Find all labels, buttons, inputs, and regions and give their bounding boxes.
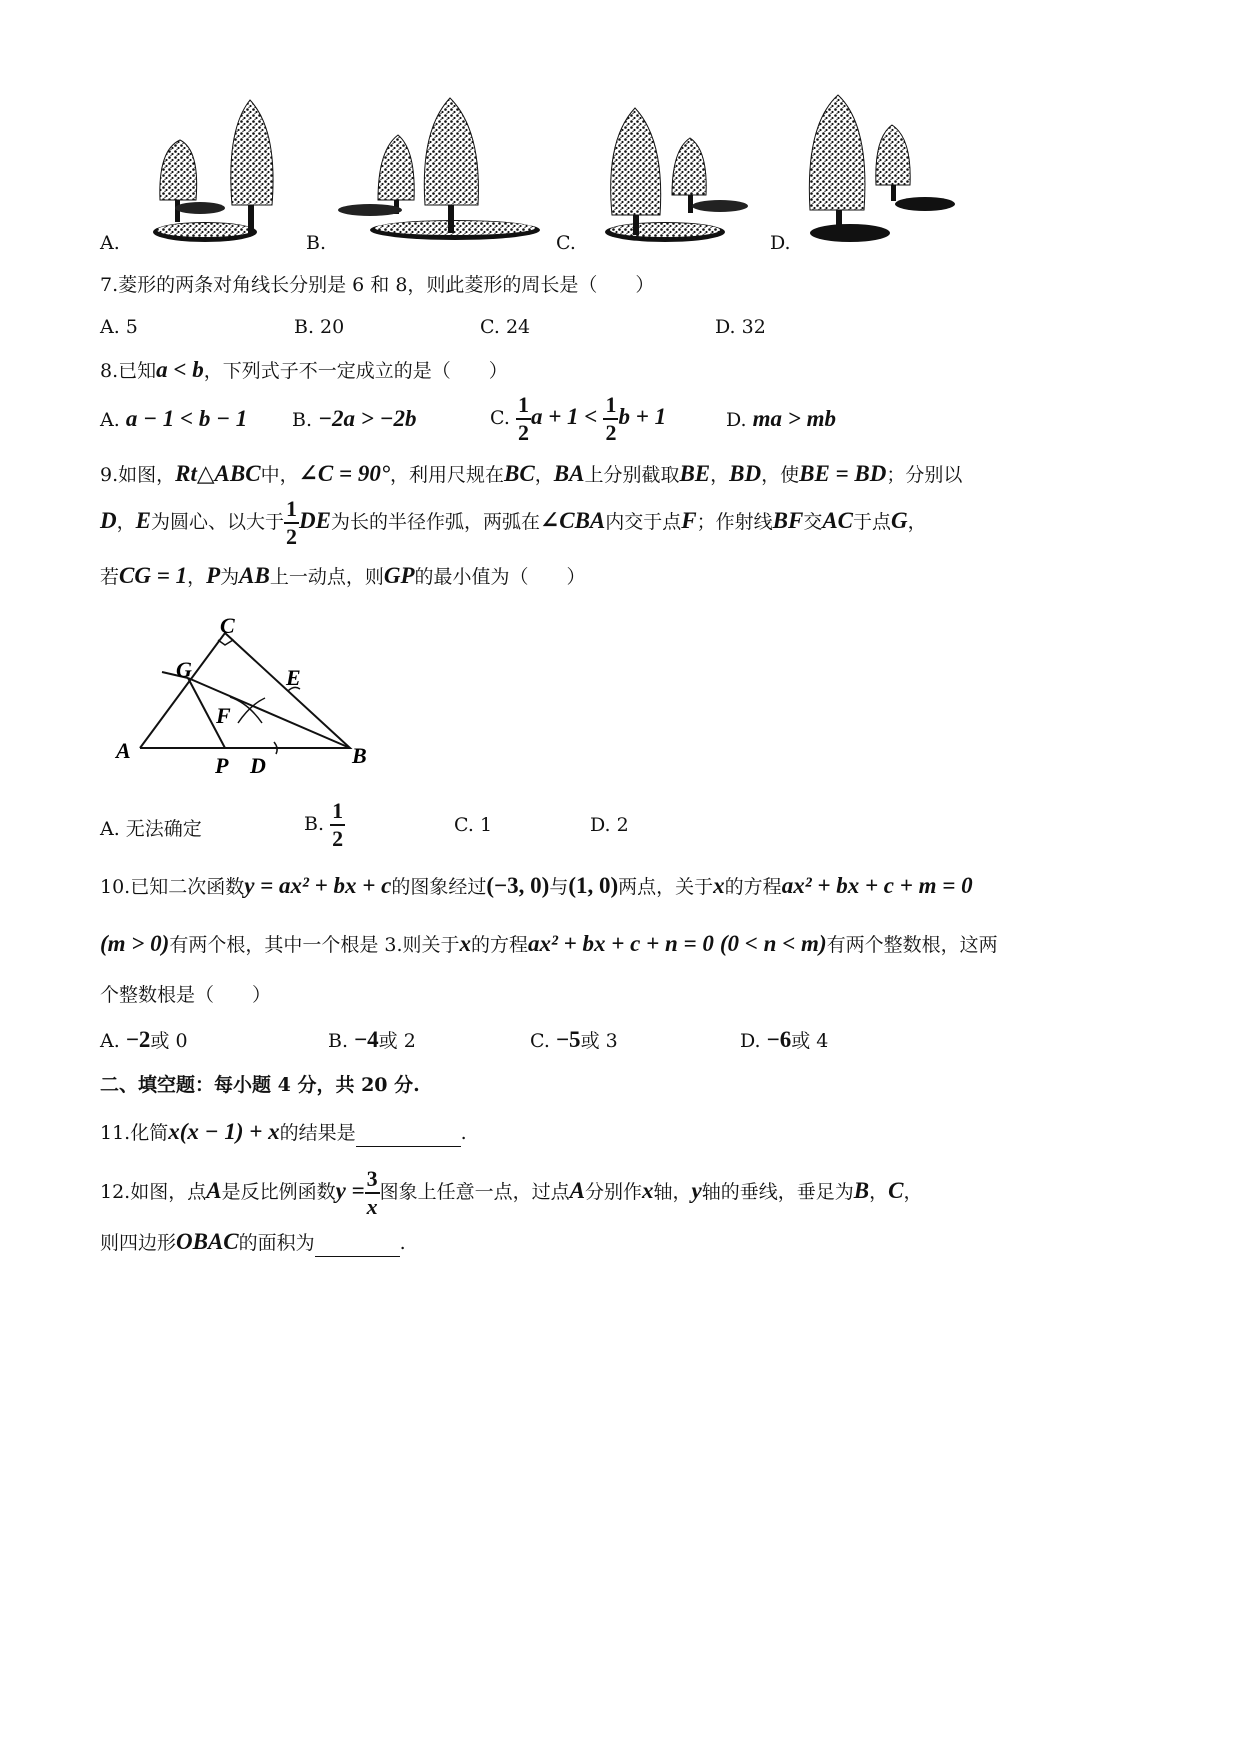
q9-l2-a: ， (116, 511, 136, 533)
tree-option-c[interactable] (605, 108, 748, 242)
q12-l2-b: 的面积为 (238, 1232, 315, 1254)
q10-l1-m4: x (713, 873, 725, 898)
q8-c-num2: 1 (603, 394, 618, 420)
q11-math: x(x − 1) + x (168, 1119, 280, 1144)
q9-l3-m2: P (206, 563, 221, 588)
q10-b-label: B. (328, 1030, 349, 1052)
q9-b-num: 1 (330, 800, 345, 826)
q6-option-a-label[interactable]: A. (100, 232, 120, 254)
q9-line1 (100, 460, 962, 487)
q8-c-num1: 1 (516, 394, 531, 420)
q10-l1-m5: ax² + bx + c + m = 0 (781, 873, 973, 898)
q11-end: . (460, 1122, 467, 1144)
q8-c-den2: 2 (605, 420, 617, 445)
label-g: G (176, 657, 192, 682)
q9-l2-m8: G (891, 508, 908, 533)
q10-line3: 个整数根是（ ） (100, 984, 272, 1006)
q8-option-d[interactable] (726, 406, 836, 432)
q9-triangle-figure (100, 605, 400, 780)
q9-l2-den: 2 (286, 524, 297, 549)
q9-l1-m5: BE (679, 461, 711, 486)
q10-l2-b: 的方程 (471, 934, 529, 956)
label-d: D (250, 753, 266, 778)
q10-l2-m1: (m > 0) (100, 931, 170, 956)
q12-den: x (366, 1194, 378, 1219)
q9-l3-e: 的最小值为（ ） (414, 566, 586, 588)
q9-l1-a: 9.如图， (100, 464, 176, 486)
q9-l2-m6: BF (772, 508, 804, 533)
q8-d-label: D. (726, 409, 747, 431)
q8-math: a < b (156, 357, 204, 382)
q9-option-a[interactable]: A. 无法确定 (100, 818, 202, 840)
q12-line2 (100, 1228, 406, 1257)
q7-option-a[interactable]: A. 5 (100, 316, 138, 338)
q10-b-val: −4 (354, 1027, 379, 1052)
q9-l1-b: 中， (260, 464, 299, 486)
q11-answer-blank[interactable] (356, 1124, 461, 1147)
q12-l1-m3: A (569, 1178, 586, 1203)
q12-l1-m5: y (691, 1178, 702, 1203)
q9-l2-h: ， (907, 511, 927, 533)
q10-option-c[interactable] (530, 1026, 618, 1053)
q8-option-b[interactable] (292, 406, 417, 432)
q9-l2-num: 1 (284, 498, 299, 524)
q10-option-a[interactable] (100, 1026, 188, 1053)
q12-l1-e: 轴， (653, 1181, 692, 1203)
q12-l1-m6: B (853, 1178, 870, 1203)
q8-suffix: ，下列式子不一定成立的是（ ） (203, 360, 508, 382)
label-e: E (286, 665, 301, 690)
q10-l2-m4: (0 < n < m) (719, 931, 827, 956)
q8-option-c[interactable] (490, 394, 666, 444)
q9-l2-m7: AC (822, 508, 854, 533)
q9-l2-m4: ∠CBA (539, 508, 606, 533)
q10-c-label: C. (530, 1030, 550, 1052)
q9-l2-f: 交 (803, 511, 823, 533)
q12-l1-m7: C (888, 1178, 904, 1203)
q9-l2-g: 于点 (853, 511, 892, 533)
q9-l2-m1: D (100, 508, 117, 533)
q9-l2-m2: E (135, 508, 151, 533)
q12-l1-h: ， (903, 1181, 923, 1203)
q10-d-label: D. (740, 1030, 761, 1052)
q10-option-d[interactable] (740, 1026, 828, 1053)
q9-option-c[interactable]: C. 1 (454, 814, 493, 836)
q9-b-frac (330, 800, 345, 850)
q10-l2-m3: ax² + bx + c + n = 0 (528, 931, 714, 956)
q12-end: . (399, 1232, 406, 1254)
q12-l1-a: 12.如图，点 (100, 1181, 207, 1203)
tree-option-b[interactable] (338, 98, 540, 240)
q12-l1-m2: y = (335, 1178, 365, 1203)
q10-l1-c: 与 (549, 876, 569, 898)
q12-l1-c: 图象上任意一点，过点 (379, 1181, 570, 1203)
q12-l1-f: 轴的垂线，垂足为 (701, 1181, 854, 1203)
q7-option-c[interactable]: C. 24 (480, 316, 531, 338)
q10-l1-a: 10.已知二次函数 (100, 876, 245, 898)
q8-c-frac1 (516, 394, 531, 444)
q8-d-math: ma > mb (752, 406, 837, 431)
section-heading-fill-in: 二、填空题：每小题 4 分，共 20 分. (100, 1074, 420, 1096)
q10-d-val: −6 (766, 1027, 792, 1052)
q10-a-rest: 或 0 (150, 1030, 188, 1052)
q12-l1-d: 分别作 (585, 1181, 643, 1203)
q8-c-label: C. (490, 407, 510, 429)
q10-c-rest: 或 3 (580, 1030, 618, 1052)
q9-l1-d: ， (534, 464, 554, 486)
q12-line1 (100, 1168, 923, 1218)
q10-d-rest: 或 4 (791, 1030, 829, 1052)
q9-l2-frac (284, 498, 299, 548)
q9-l2-m5: F (681, 508, 697, 533)
label-b: B (352, 743, 367, 768)
q6-option-d-label[interactable]: D. (770, 232, 791, 254)
q10-l1-b: 的图象经过 (391, 876, 487, 898)
q12-l1-m1: A (206, 1178, 222, 1203)
q9-line3 (100, 562, 586, 589)
q9-l3-a: 若 (100, 566, 120, 588)
q8-c-den1: 2 (517, 420, 529, 445)
q9-b-label: B. (304, 813, 325, 835)
q10-b-rest: 或 2 (378, 1030, 416, 1052)
q9-l1-m2: ∠C = 90° (298, 461, 391, 486)
q10-l1-m1: y = ax² + bx + c (244, 873, 392, 898)
q10-c-val: −5 (555, 1027, 581, 1052)
q8-b-label: B. (292, 409, 313, 431)
q9-l3-m1: CG = 1 (119, 563, 188, 588)
q11 (100, 1118, 467, 1147)
q9-l1-m7: BE = BD (799, 461, 887, 486)
q9-line2 (100, 498, 927, 548)
q12-l1-b: 是反比例函数 (221, 1181, 336, 1203)
label-c: C (220, 613, 235, 638)
q12-num: 3 (365, 1168, 380, 1194)
tree-figures (0, 0, 1241, 260)
q12-l2-m1: OBAC (176, 1229, 239, 1254)
q12-frac (365, 1168, 380, 1218)
q9-l1-e: 上分别截取 (584, 464, 680, 486)
tree-option-a[interactable] (153, 100, 273, 242)
q10-l2-m2: x (459, 931, 471, 956)
q12-l1-g: ， (869, 1181, 889, 1203)
q6-option-b-label[interactable]: B. (306, 232, 327, 254)
q10-l2-a: 有两个根，其中一个根是 3.则关于 (169, 934, 460, 956)
label-p: P (215, 753, 229, 778)
q9-l1-h: ；分别以 (886, 464, 963, 486)
q10-l1-e: 的方程 (724, 876, 782, 898)
q9-l1-m4: BA (553, 461, 585, 486)
q11-prefix: 11.化简 (100, 1122, 169, 1144)
q9-l1-c: ，利用尺规在 (390, 464, 505, 486)
q9-l2-c: 为长的半径作弧，两弧在 (330, 511, 540, 533)
q8-c-mid: a + 1 < (530, 404, 598, 429)
q10-l2-c: 有两个整数根，这两 (826, 934, 998, 956)
q9-l3-m4: GP (383, 563, 415, 588)
q12-answer-blank[interactable] (315, 1234, 400, 1257)
q10-option-b[interactable] (328, 1026, 416, 1053)
q8-a-label: A. (100, 409, 120, 431)
q10-l1-d: 两点，关于 (618, 876, 714, 898)
q9-l2-e: ；作射线 (696, 511, 773, 533)
q9-l3-c: 为 (220, 566, 240, 588)
q8-option-a[interactable] (100, 406, 247, 432)
q9-l3-b: ， (187, 566, 207, 588)
q10-l1-m3: (1, 0) (568, 873, 619, 898)
q10-a-val: −2 (125, 1027, 151, 1052)
q8-stem (100, 356, 508, 383)
q8-a-math: a − 1 < b − 1 (125, 406, 248, 431)
q10-l1-m2: (−3, 0) (486, 873, 550, 898)
q8-prefix: 8.已知 (100, 360, 157, 382)
q11-suffix: 的结果是 (279, 1122, 356, 1144)
q9-option-b[interactable] (304, 800, 345, 850)
q9-l2-d: 内交于点 (605, 511, 682, 533)
q9-l1-g: ，使 (761, 464, 800, 486)
q8-c-frac2 (603, 394, 618, 444)
q12-l1-m4: x (642, 1178, 654, 1203)
tree-option-d[interactable] (809, 95, 955, 242)
q9-b-den: 2 (332, 826, 344, 851)
q9-l3-m3: AB (239, 563, 270, 588)
q9-l1-m6: BD (729, 461, 762, 486)
q10-line1 (100, 872, 973, 899)
q9-l2-m3: DE (299, 508, 331, 533)
q7-stem: 7.菱形的两条对角线长分别是 6 和 8，则此菱形的周长是（ ） (100, 274, 655, 296)
q10-line2 (100, 930, 998, 957)
q10-a-label: A. (100, 1030, 120, 1052)
q12-l2-a: 则四边形 (100, 1232, 177, 1254)
q9-l2-b: 为圆心、以大于 (150, 511, 284, 533)
q8-c-end: b + 1 (618, 404, 667, 429)
q8-b-math: −2a > −2b (318, 406, 417, 431)
q9-option-d[interactable]: D. 2 (590, 814, 629, 836)
q9-l3-d: 上一动点，则 (269, 566, 384, 588)
label-a: A (116, 738, 131, 763)
q9-l1-m3: BC (504, 461, 535, 486)
q9-l1-f: ， (710, 464, 730, 486)
q7-option-b[interactable]: B. 20 (294, 316, 345, 338)
q6-option-c-label[interactable]: C. (556, 232, 576, 254)
q9-l1-m1: Rt△ABC (175, 461, 261, 486)
label-f: F (216, 703, 231, 728)
q7-option-d[interactable]: D. 32 (715, 316, 766, 338)
